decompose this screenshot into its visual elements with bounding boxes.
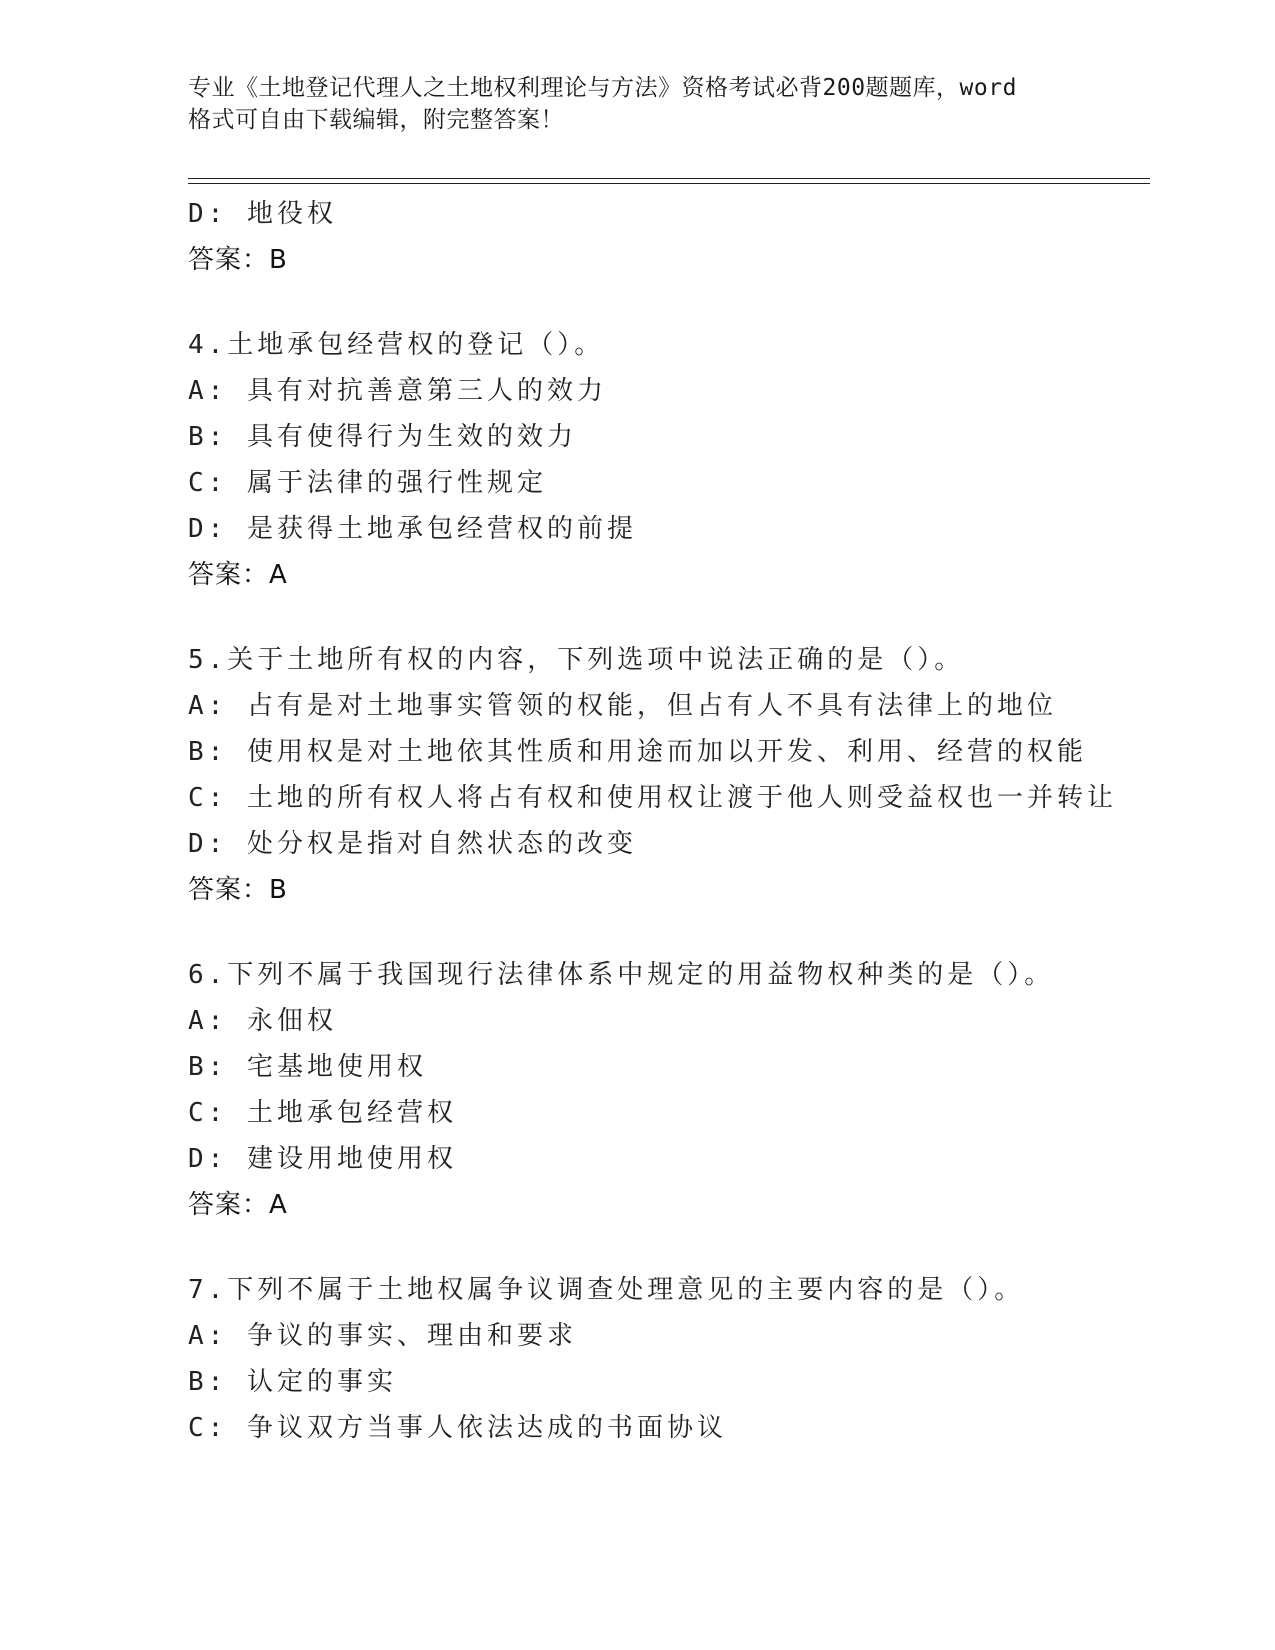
option-label: B: — [188, 1052, 228, 1082]
option-label: A: — [188, 1006, 228, 1036]
option-d — [188, 506, 1148, 552]
option-text: 占有是对土地事实管领的权能，但占有人不具有法律上的地位 — [246, 691, 1057, 721]
option-label: A: — [188, 691, 228, 721]
header-title-line-1: 专业《土地登记代理人之土地权利理论与方法》资格考试必背200题题库，word — [188, 75, 1017, 101]
option-text: 宅基地使用权 — [246, 1052, 427, 1082]
option-a — [188, 368, 1148, 414]
option-text: 属于法律的强行性规定 — [246, 468, 547, 498]
option-c — [188, 1090, 1148, 1136]
answer-line: 答案：B — [188, 875, 288, 905]
option-d — [188, 191, 1148, 237]
option-text: 永佃权 — [246, 1006, 337, 1036]
answer-line: 答案：A — [188, 560, 288, 590]
option-text: 争议的事实、理由和要求 — [246, 1321, 577, 1351]
option-b — [188, 1044, 1148, 1090]
option-c — [188, 1405, 1148, 1451]
answer-line: 答案：A — [188, 1190, 288, 1220]
option-text: 土地承包经营权 — [246, 1098, 457, 1128]
option-text: 建设用地使用权 — [246, 1144, 457, 1174]
option-label: D: — [188, 514, 228, 544]
option-text: 具有对抗善意第三人的效力 — [246, 376, 607, 406]
option-label: D: — [188, 829, 228, 859]
option-b — [188, 1359, 1148, 1405]
option-text: 是获得土地承包经营权的前提 — [246, 514, 637, 544]
option-c — [188, 460, 1148, 506]
option-label: C: — [188, 1413, 228, 1443]
option-label: D: — [188, 199, 228, 229]
header-title-line-2: 格式可自由下载编辑，附完整答案！ — [188, 107, 564, 133]
option-b — [188, 414, 1148, 460]
question-stem: 6.下列不属于我国现行法律体系中规定的用益物权种类的是（）。 — [188, 960, 1055, 990]
option-c — [188, 775, 1148, 821]
option-label: B: — [188, 1367, 228, 1397]
header-divider-top — [188, 178, 1150, 179]
option-a — [188, 998, 1148, 1044]
option-label: C: — [188, 783, 228, 813]
option-label: B: — [188, 422, 228, 452]
question-list — [188, 191, 1148, 1451]
option-text: 土地的所有权人将占有权和使用权让渡于他人则受益权也一并转让 — [246, 783, 1117, 813]
option-text: 使用权是对土地依其性质和用途而加以开发、利用、经营的权能 — [246, 737, 1087, 767]
option-a — [188, 683, 1148, 729]
question-stem: 4.土地承包经营权的登记（）。 — [188, 330, 605, 360]
option-text: 争议双方当事人依法达成的书面协议 — [246, 1413, 727, 1443]
option-label: A: — [188, 1321, 228, 1351]
option-d — [188, 821, 1148, 867]
question-stem: 7.下列不属于土地权属争议调查处理意见的主要内容的是（）。 — [188, 1275, 1025, 1305]
option-label: D: — [188, 1144, 228, 1174]
option-label: B: — [188, 737, 228, 767]
option-label: C: — [188, 468, 228, 498]
option-text: 具有使得行为生效的效力 — [246, 422, 577, 452]
header-divider-bottom — [188, 183, 1150, 184]
option-b — [188, 729, 1148, 775]
answer-line: 答案：B — [188, 245, 288, 275]
option-text: 认定的事实 — [246, 1367, 397, 1397]
option-a — [188, 1313, 1148, 1359]
option-d — [188, 1136, 1148, 1182]
question-stem: 5.关于土地所有权的内容，下列选项中说法正确的是（）。 — [188, 645, 965, 675]
option-text: 地役权 — [246, 199, 337, 229]
option-label: A: — [188, 376, 228, 406]
option-label: C: — [188, 1098, 228, 1128]
option-text: 处分权是指对自然状态的改变 — [246, 829, 637, 859]
document-header — [188, 72, 1068, 136]
